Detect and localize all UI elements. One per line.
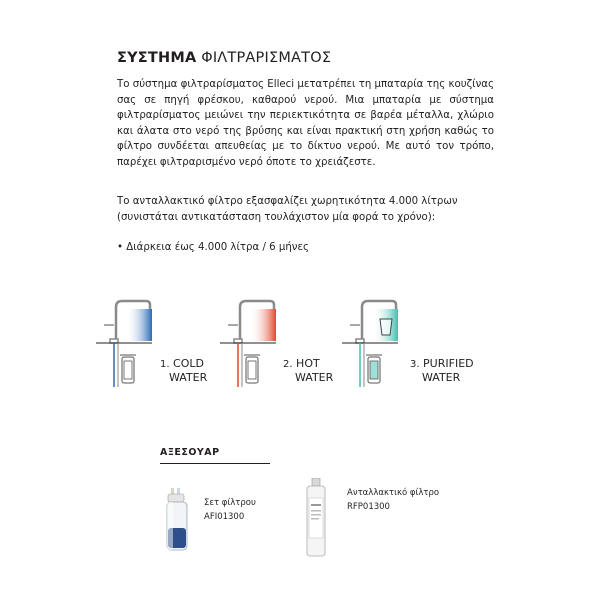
replacement-filter-product-image (303, 478, 329, 558)
accessories-divider (160, 463, 270, 464)
hot-water-label: 2. HOT WATER (283, 357, 334, 384)
page-title (117, 50, 331, 66)
cold-water-label: 1. COLD WATER (160, 357, 208, 384)
title-rest: ΦΙΛΤΡΑΡΙΣΜΑΤΟΣ (201, 50, 332, 66)
duration-bullet: • Διάρκεια έως 4.000 λίτρα / 6 μήνες (117, 242, 309, 253)
purified-water-label: 3. PURIFIED WATER (410, 357, 474, 384)
intro-paragraph: Το σύστημα φιλτραρίσματος Elleci μετατρέπει τη μπαταρία της κουζίνας σας σε πηγή φρέσκου, καθαρού νερού. Μια μπαταρία με σύστημα φιλτραρίσματος μειώνει την περιεκτικότητα σε βαρέα μέταλλα, χλώριο και άλατα στο νερό της βρύσης και είναι πρακτική στη χρήση καθώς το φίλτρο συνδέεται απευθείας με το δίκτυο νερού. Με αυτό τον τρόπο, παρέχει φιλτραρισμένο νερό όποτε το χρειάζεστε. (117, 79, 494, 168)
filter-set-product-image (162, 488, 192, 558)
cold-faucet-icon (96, 295, 156, 395)
capacity-paragraph: Το ανταλλακτικό φίλτρο εξασφαλίζει χωρητικότητα 4.000 λίτρων (συνιστάται αντικατάσταση τουλάχιστον μία φορά το χρόνο): (117, 196, 458, 223)
hot-faucet-icon (220, 295, 280, 395)
title-bold: ΣΥΣΤΗΜΑ (117, 50, 197, 66)
purified-faucet-icon (342, 295, 402, 395)
filter-set-label: Σετ φίλτρου AFI01300 (204, 498, 256, 522)
replacement-filter-label: Ανταλλακτικό φίλτρο RFP01300 (347, 488, 440, 512)
accessories-heading: ΑΞΕΣΟΥΑΡ (160, 447, 220, 458)
